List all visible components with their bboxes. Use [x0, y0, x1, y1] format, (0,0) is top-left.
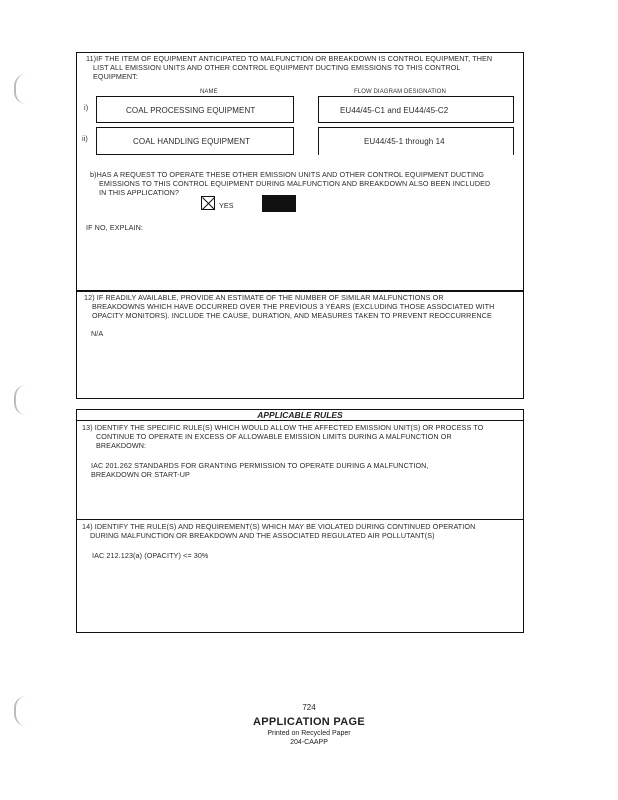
recycled-paper-note: Printed on Recycled Paper [267, 730, 351, 737]
row-2-flow: EU44/45-1 through 14 [364, 137, 445, 146]
row-2-marker: ii) [82, 134, 88, 143]
punch-hole-middle [14, 385, 28, 415]
question-13-line3: BREAKDOWN: [96, 441, 147, 450]
yes-checkbox-checked[interactable] [201, 196, 215, 210]
row-1-flow: EU44/45-C1 and EU44/45-C2 [340, 106, 449, 115]
section-12-line2: BREAKDOWNS WHICH HAVE OCCURRED OVER THE PREVIOUS 3 YEARS (EXCLUDING THOSE ASSOCIATED WITH [92, 302, 495, 311]
row-2-name: COAL HANDLING EQUIPMENT [133, 137, 251, 146]
section-11-line1: 11)IF THE ITEM OF EQUIPMENT ANTICIPATED TO MALFUNCTION OR BREAKDOWN IS CONTROL EQUIPMENT, THEN [86, 54, 493, 63]
form-code: 204-CAAPP [290, 739, 328, 746]
answer-13-line1: IAC 201.262 STANDARDS FOR GRANTING PERMISSION TO OPERATE DURING A MALFUNCTION, [91, 461, 429, 470]
rules-title-divider [76, 420, 524, 421]
yes-label: YES [219, 201, 234, 210]
page-number: 724 [302, 703, 316, 712]
row-1-marker: i) [84, 103, 89, 112]
column-header-flow-diagram: FLOW DIAGRAM DESIGNATION [354, 89, 446, 95]
question-14-divider [76, 519, 524, 520]
question-b-line1: b)HAS A REQUEST TO OPERATE THESE OTHER EMISSION UNITS AND OTHER CONTROL EQUIPMENT DUCTING [90, 170, 485, 179]
explain-label: IF NO, EXPLAIN: [86, 223, 144, 232]
section-12-line3: OPACITY MONITORS). INCLUDE THE CAUSE, DURATION, AND MEASURES TAKEN TO PREVENT REOCCURRENCE [92, 311, 492, 320]
question-b-line2: EMISSIONS TO THIS CONTROL EQUIPMENT DURING MALFUNCTION AND BREAKDOWN ALSO BEEN INCLUDED [99, 179, 491, 188]
question-13-line1: 13) IDENTIFY THE SPECIFIC RULE(S) WHICH WOULD ALLOW THE AFFECTED EMISSION UNIT(S) OR PROCESS TO [82, 423, 484, 432]
question-14-line1: 14) IDENTIFY THE RULE(S) AND REQUIREMENT(S) WHICH MAY BE VIOLATED DURING CONTINUED OPERATION [82, 522, 476, 531]
question-14-line2: DURING MALFUNCTION OR BREAKDOWN AND THE ASSOCIATED REGULATED AIR POLLUTANT(S) [90, 531, 435, 540]
applicable-rules-title: APPLICABLE RULES [257, 410, 343, 420]
row-1-name: COAL PROCESSING EQUIPMENT [126, 106, 256, 115]
answer-14: IAC 212.123(a) (OPACITY) <= 30% [92, 551, 209, 560]
page-title: APPLICATION PAGE [253, 716, 365, 728]
section-11-line3: EQUIPMENT: [93, 72, 138, 81]
section-12-answer: N/A [91, 329, 104, 338]
section-12-line1: 12) IF READILY AVAILABLE, PROVIDE AN ESTIMATE OF THE NUMBER OF SIMILAR MALFUNCTIONS OR [84, 293, 444, 302]
answer-13-line2: BREAKDOWN OR START-UP [91, 470, 190, 479]
column-header-name: NAME [200, 89, 218, 95]
question-b-line3: IN THIS APPLICATION? [99, 188, 180, 197]
section-11-line2: LIST ALL EMISSION UNITS AND OTHER CONTROL EQUIPMENT DUCTING EMISSIONS TO THIS CONTROL [93, 63, 461, 72]
question-13-line2: CONTINUE TO OPERATE IN EXCESS OF ALLOWABLE EMISSION LIMITS DURING A MALFUNCTION OR [96, 432, 452, 441]
redacted-no-checkbox [262, 195, 296, 212]
punch-hole-top [14, 74, 28, 104]
